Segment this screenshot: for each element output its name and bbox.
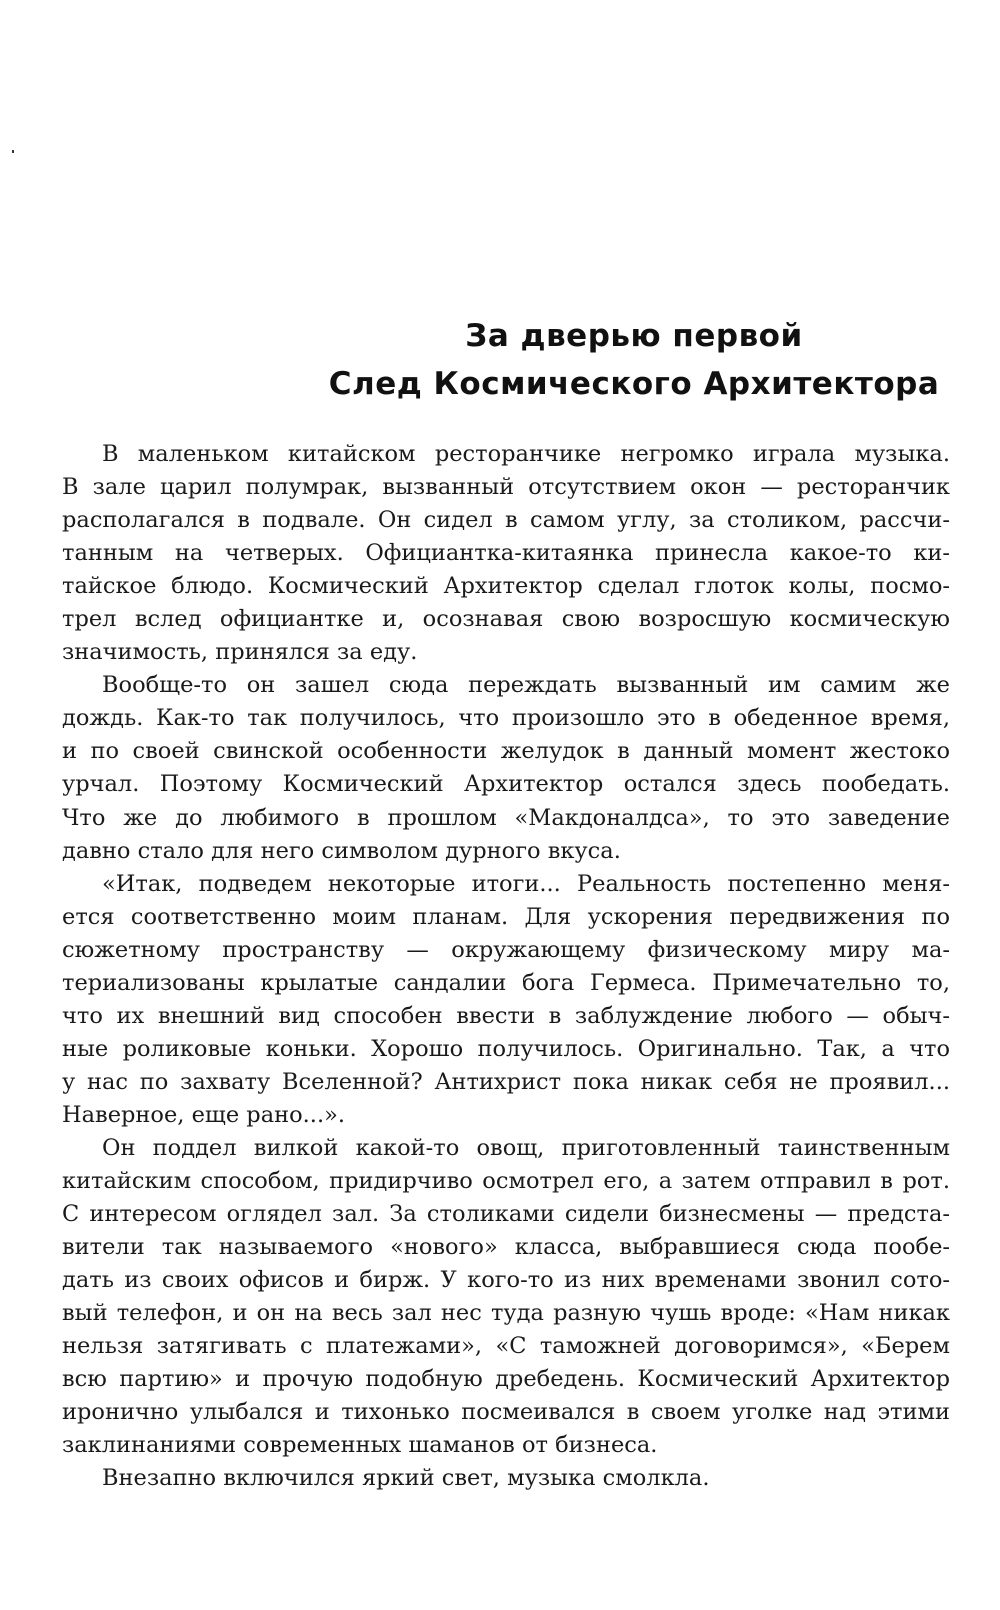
text-line: ные роликовые коньки. Хорошо получилось. Оригинально. Так, а что [62, 1035, 950, 1062]
text-line: сюжетному пространству — окружающему физическому миру ма- [62, 936, 950, 963]
text-line: териализованы крылатые сандалии бога Гермеса. Примечательно то, [62, 969, 950, 996]
text-line: что их внешний вид способен ввести в заблуждение любого — обыч- [62, 1002, 950, 1029]
text-line: «Итак, подведем некоторые итоги... Реальность постепенно меня- [102, 870, 950, 897]
chapter-title-line-1: За дверью первой [465, 318, 803, 354]
text-line: вый телефон, и он на весь зал нес туда разную чушь вроде: «Нам никак [62, 1300, 950, 1327]
text-line: Вообще-то он зашел сюда переждать вызванный им самим же [102, 672, 950, 699]
paragraph [62, 438, 950, 669]
paragraph [62, 669, 950, 867]
paragraph [62, 868, 950, 1132]
text-line: располагался в подвале. Он сидел в самом углу, за столиком, рассчи- [62, 507, 950, 534]
text-line: дать из своих офисов и бирж. У кого-то из них временами звонил сото- [62, 1267, 950, 1294]
chapter-title-line-2: След Космического Архитектора [328, 366, 940, 402]
text-line: трел вслед официантке и, осознавая свою возросшую космическую [62, 606, 950, 633]
text-line: нельзя затягивать с платежами», «С таможней договоримся», «Берем [62, 1333, 950, 1360]
text-line: заклинаниями современных шаманов от бизнеса. [62, 1432, 658, 1459]
text-line: у нас по захвату Вселенной? Антихрист пока никак себя не проявил... [62, 1068, 950, 1095]
text-line: урчал. Поэтому Космический Архитектор остался здесь пообедать. [62, 771, 950, 798]
text-line: китайским способом, придирчиво осмотрел его, а затем отправил в рот. [62, 1168, 950, 1195]
text-line: Внезапно включился яркий свет, музыка смолкла. [102, 1465, 710, 1492]
body-text [62, 438, 950, 1496]
text-line: Он поддел вилкой какой-то овощ, приготовленный таинственным [102, 1134, 950, 1161]
text-line: Наверное, еще рано...». [62, 1101, 346, 1128]
text-line: танным на четверых. Официантка-китаянка принесла какое-то ки- [62, 540, 950, 567]
text-line: Что же до любимого в прошлом «Макдоналдса», то это заведение [62, 804, 950, 831]
text-line: В зале царил полумрак, вызванный отсутствием окон — ресторанчик [62, 474, 950, 501]
text-line: ется соответственно моим планам. Для ускорения передвижения по [62, 903, 950, 930]
text-line: всю партию» и прочую подобную дребедень. Космический Архитектор [62, 1366, 950, 1393]
text-line: В маленьком китайском ресторанчике негромко играла музыка. [102, 441, 950, 467]
paragraph [62, 1462, 950, 1495]
text-line: иронично улыбался и тихонько посмеивался в своем уголке над этими [62, 1399, 950, 1426]
paragraph [62, 1132, 950, 1462]
text-line: С интересом оглядел зал. За столиками сидели бизнесмены — предста- [62, 1201, 950, 1228]
text-line: тайское блюдо. Космический Архитектор сделал глоток колы, посмо- [62, 573, 950, 600]
text-line: значимость, принялся за еду. [62, 639, 418, 666]
text-line: вители так называемого «нового» класса, выбравшиеся сюда пообе- [62, 1234, 950, 1261]
text-line: и по своей свинской особенности желудок в данный момент жестоко [62, 738, 950, 765]
text-line: дождь. Как-то так получилось, что произошло это в обеденное время, [62, 705, 950, 732]
text-line: давно стало для него символом дурного вкуса. [62, 837, 621, 864]
scan-speck [12, 150, 14, 153]
